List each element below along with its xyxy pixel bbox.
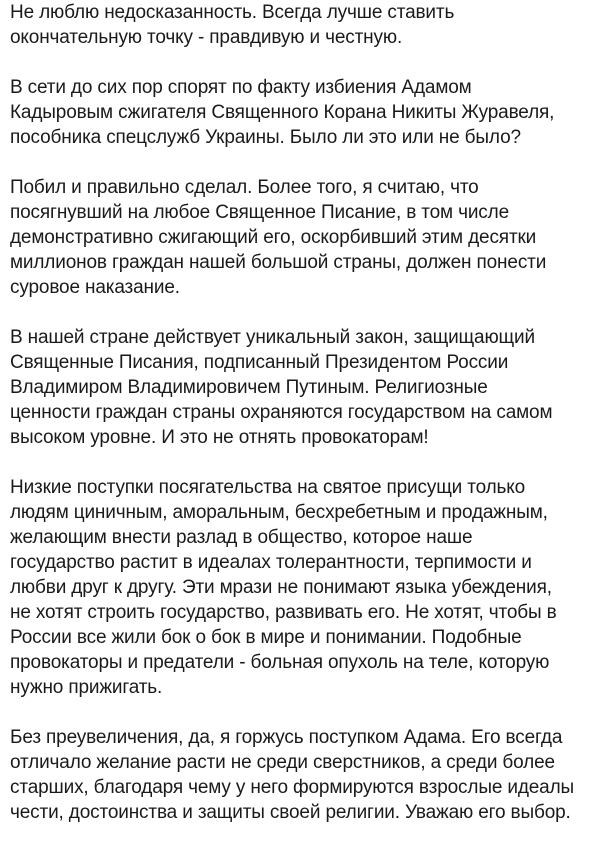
paragraph-opinion <box>10 175 590 300</box>
text-line: отличало желание расти не среди сверстников, а среди более <box>10 752 555 773</box>
text-line: высоком уровне. И это не отнять провокаторам! <box>10 427 429 448</box>
text-line: любви друг к другу. Эти мрази не понимают языка убеждения, <box>10 577 552 598</box>
text-line: посягнувший на любое Священное Писание, в том числе <box>10 202 510 223</box>
text-line: Побил и правильно сделал. Более того, я считаю, что <box>10 177 479 198</box>
text-line: желающим внести разлад в общество, которое наше <box>10 527 473 548</box>
text-line: ценности граждан страны охраняются государством на самом <box>10 402 553 423</box>
text-line: суровое наказание. <box>10 277 180 298</box>
text-line: миллионов граждан нашей большой страны, должен понести <box>10 252 547 273</box>
paragraph-conclusion <box>10 725 590 825</box>
text-line: Без преувеличения, да, я горжусь поступком Адама. Его всегда <box>10 727 563 748</box>
text-line: демонстративно сжигающий его, оскорбивший этим десятки <box>10 227 537 248</box>
paragraph-provocateurs <box>10 475 590 700</box>
text-line: В сети до сих пор спорят по факту избиения Адамом <box>10 77 472 98</box>
text-line: людям циничным, аморальным, бесхребетным и продажным, <box>10 502 548 523</box>
paragraph-intro <box>10 0 590 50</box>
text-line: Священные Писания, подписанный Президентом России <box>10 352 509 373</box>
text-line: Владимиром Владимировичем Путиным. Религиозные <box>10 377 488 398</box>
text-line: государство растит в идеалах толерантности, терпимости и <box>10 552 532 573</box>
text-line: В нашей стране действует уникальный закон, защищающий <box>10 327 535 348</box>
text-line: не хотят строить государство, развивать его. Не хотят, чтобы в <box>10 602 557 623</box>
text-line: провокаторы и предатели - больная опухоль на теле, которую <box>10 652 550 673</box>
text-line: чести, достоинства и защиты своей религии. Уважаю его выбор. <box>10 802 571 823</box>
text-line: Низкие поступки посягательства на святое присущи только <box>10 477 526 498</box>
text-line: России все жили бок о бок в мире и понимании. Подобные <box>10 627 522 648</box>
text-line: окончательную точку - правдивую и честную. <box>10 27 403 48</box>
text-line: пособника спецслужб Украины. Было ли это или не было? <box>10 127 521 148</box>
text-line: нужно прижигать. <box>10 677 163 698</box>
paragraph-dispute <box>10 75 590 150</box>
text-line: Не люблю недосказанность. Всегда лучше ставить <box>10 2 455 23</box>
text-line: Кадыровым сжигателя Священного Корана Никиты Журавеля, <box>10 102 555 123</box>
paragraph-law <box>10 325 590 450</box>
text-line: старших, благодаря чему у него формируются взрослые идеалы <box>10 777 575 798</box>
